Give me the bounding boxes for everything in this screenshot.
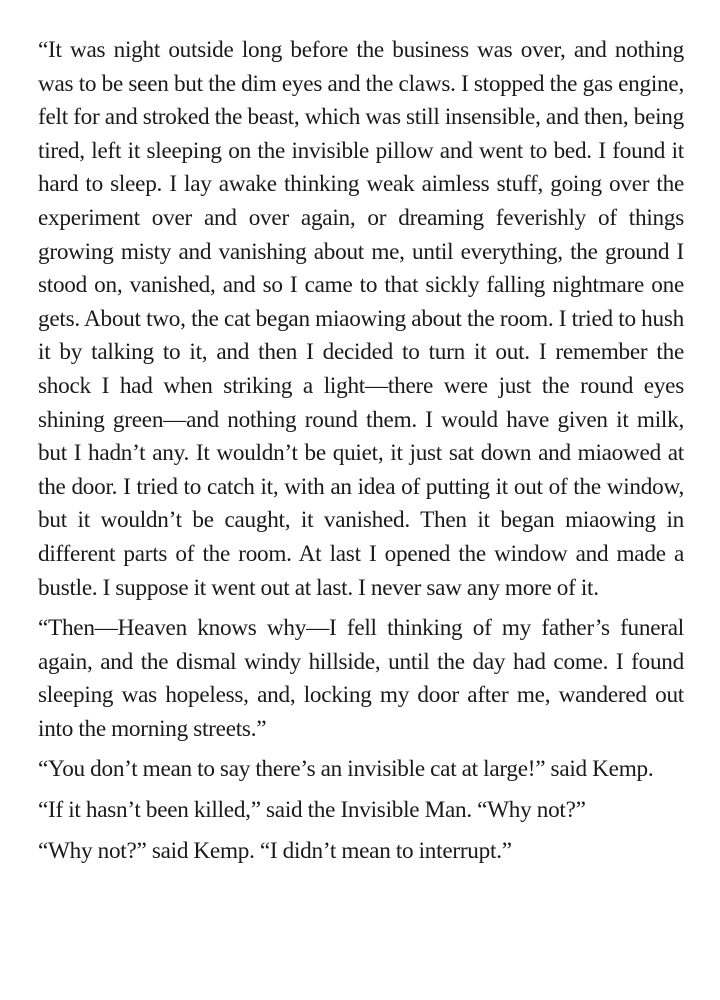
- paragraph-kemp-reply: “Why not?” said Kemp. “I didn’t mean to interrupt.”: [38, 837, 512, 864]
- paragraph-invisible-man-reply: “If it hasn’t been killed,” said the Invisible Man. “Why not?”: [38, 797, 586, 824]
- paragraph-funeral: “Then—Heaven knows why—I fell thinking of my father’s funeral again, and the dismal windy hillside, until the day had come. I found sleeping was hopeless, and, locking my door after me, wandered out into the morning streets.”: [38, 615, 684, 742]
- paragraph-cat-night: “It was night outside long before the business was over, and nothing was to be seen but the dim eyes and the claws. I stopped the gas engine, felt for and stroked the beast, which was still insensible, and then, being tired, left it sleeping on the invisible pillow and went to bed. I found it hard to sleep. I lay awake thinking weak aimless stuff, going over the experiment over and over again, or dreaming feverishly of things growing misty and vanishing about me, until everything, the ground I stood on, vanished, and so I came to that sickly falling nightmare one gets. About two, the cat began miaowing about the room. I tried to hush it by talking to it, and then I decided to turn it out. I remember the shock I had when striking a light—there were just the round eyes shining green—and nothing round them. I would have given it milk, but I hadn’t any. It wouldn’t be quiet, it just sat down and miaowed at the door. I tried to catch it, with an idea of putting it out of the window, but it wouldn’t be caught, it vanished. Then it began miaowing in different parts of the room. At last I opened the window and made a bustle. I suppose it went out at last. I never saw any more of it.: [38, 37, 684, 601]
- book-page: [38, 34, 684, 875]
- paragraph-kemp-question: “You don’t mean to say there’s an invisible cat at large!” said Kemp.: [38, 756, 654, 783]
